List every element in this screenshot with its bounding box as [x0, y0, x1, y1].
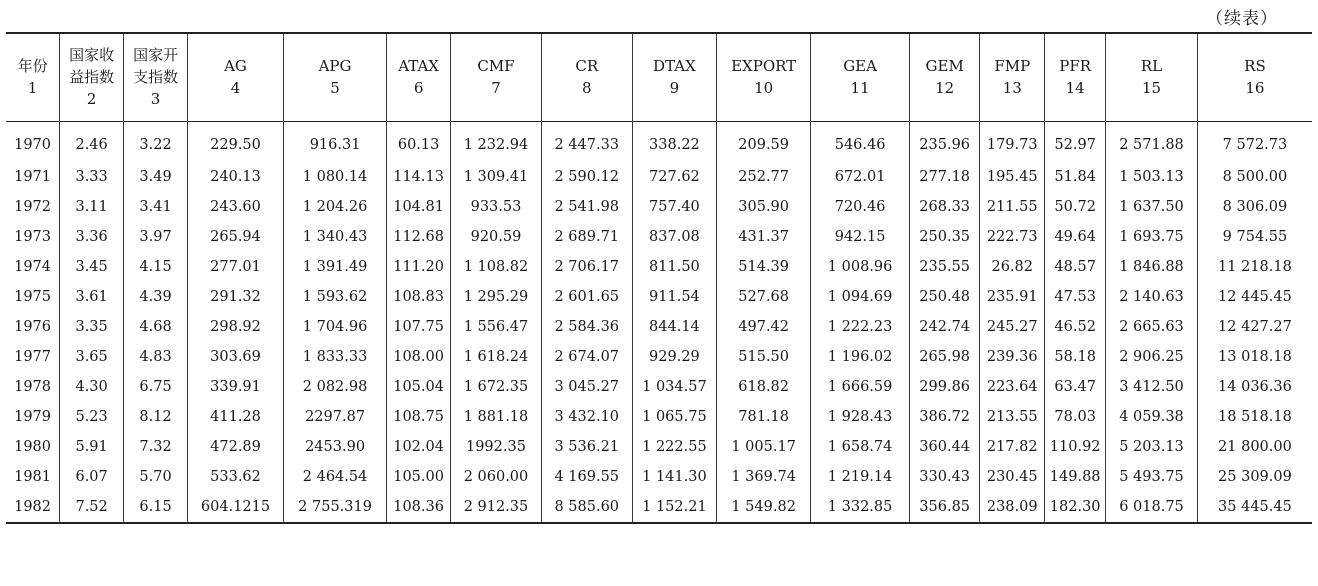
value-cell: 63.47 [1045, 372, 1106, 402]
value-cell: 230.45 [980, 462, 1045, 492]
table-row [6, 432, 1312, 462]
value-cell: 211.55 [980, 192, 1045, 222]
value-cell: 929.29 [632, 342, 717, 372]
column-header-line: 13 [1002, 79, 1022, 98]
value-cell: 356.85 [910, 492, 980, 523]
value-cell: 13 018.18 [1197, 342, 1312, 372]
value-cell: 1 704.96 [283, 312, 386, 342]
value-cell: 1 618.24 [451, 342, 542, 372]
value-cell: 235.96 [910, 121, 980, 162]
value-cell: 58.18 [1045, 342, 1106, 372]
column-header-line: 9 [669, 79, 680, 98]
value-cell: 1 593.62 [283, 282, 386, 312]
value-cell: 3.11 [60, 192, 124, 222]
column-header-line: 益指数 [69, 68, 115, 87]
year-cell: 1979 [14, 408, 52, 425]
column-header-line: FMP [994, 57, 1031, 76]
value-cell: 1 309.41 [451, 162, 542, 192]
table-body [6, 121, 1312, 523]
value-cell: 7.32 [124, 432, 188, 462]
value-cell: 2 590.12 [541, 162, 632, 192]
value-cell: 5 493.75 [1106, 462, 1198, 492]
column-header-line: 2 [86, 90, 97, 109]
value-cell: 217.82 [980, 432, 1045, 462]
value-cell: 2 140.63 [1106, 282, 1198, 312]
value-cell: 2 706.17 [541, 252, 632, 282]
value-cell: 268.33 [910, 192, 980, 222]
value-cell: 3.22 [124, 121, 188, 162]
column-header-line: 支指数 [133, 68, 179, 87]
column-header-line: DTAX [653, 57, 696, 76]
value-cell: 6 018.75 [1106, 492, 1198, 523]
value-cell: 2 060.00 [451, 462, 542, 492]
value-cell: 46.52 [1045, 312, 1106, 342]
value-cell: 11 218.18 [1197, 252, 1312, 282]
value-cell: 8.12 [124, 402, 188, 432]
column-header [717, 33, 811, 121]
value-cell: 837.08 [632, 222, 717, 252]
value-cell: 1 549.82 [717, 492, 811, 523]
value-cell: 2 447.33 [541, 121, 632, 162]
value-cell: 250.48 [910, 282, 980, 312]
column-header-line: 11 [850, 79, 870, 98]
value-cell: 920.59 [451, 222, 542, 252]
value-cell: 111.20 [387, 252, 451, 282]
column-header-line: ATAX [398, 57, 439, 76]
value-cell: 112.68 [387, 222, 451, 252]
value-cell: 1 846.88 [1106, 252, 1198, 282]
column-header [1106, 33, 1198, 121]
value-cell: 4 059.38 [1106, 402, 1198, 432]
year-cell: 1973 [14, 228, 52, 245]
value-cell: 277.01 [188, 252, 284, 282]
value-cell: 497.42 [717, 312, 811, 342]
value-cell: 1 503.13 [1106, 162, 1198, 192]
value-cell: 6.75 [124, 372, 188, 402]
year-cell: 1974 [14, 258, 52, 275]
column-header-line: AG [224, 57, 247, 76]
value-cell: 942.15 [811, 222, 910, 252]
column-header-line: APG [318, 57, 352, 76]
table-row [6, 492, 1312, 523]
column-header-line: GEA [843, 57, 877, 76]
value-cell: 916.31 [283, 121, 386, 162]
value-cell: 727.62 [632, 162, 717, 192]
value-cell: 242.74 [910, 312, 980, 342]
year-cell: 1972 [14, 198, 52, 215]
value-cell: 3.61 [60, 282, 124, 312]
value-cell: 12 445.45 [1197, 282, 1312, 312]
value-cell: 1 094.69 [811, 282, 910, 312]
year-cell: 1982 [14, 498, 52, 515]
value-cell: 108.83 [387, 282, 451, 312]
value-cell: 2 571.88 [1106, 121, 1198, 162]
value-cell: 235.55 [910, 252, 980, 282]
value-cell: 2 541.98 [541, 192, 632, 222]
value-cell: 5 203.13 [1106, 432, 1198, 462]
column-header-line: 4 [230, 79, 241, 98]
column-header-line: 国家开 [133, 46, 179, 65]
table-row [6, 192, 1312, 222]
value-cell: 1 005.17 [717, 432, 811, 462]
value-cell: 195.45 [980, 162, 1045, 192]
value-cell: 1 332.85 [811, 492, 910, 523]
value-cell: 2 601.65 [541, 282, 632, 312]
value-cell: 411.28 [188, 402, 284, 432]
value-cell: 1 034.57 [632, 372, 717, 402]
data-table [6, 32, 1312, 524]
value-cell: 2297.87 [283, 402, 386, 432]
value-cell: 844.14 [632, 312, 717, 342]
year-cell: 1970 [14, 136, 52, 153]
value-cell: 2 689.71 [541, 222, 632, 252]
value-cell: 303.69 [188, 342, 284, 372]
value-cell: 102.04 [387, 432, 451, 462]
value-cell: 229.50 [188, 121, 284, 162]
value-cell: 1 693.75 [1106, 222, 1198, 252]
value-cell: 2 912.35 [451, 492, 542, 523]
value-cell: 18 518.18 [1197, 402, 1312, 432]
value-cell: 1 141.30 [632, 462, 717, 492]
value-cell: 472.89 [188, 432, 284, 462]
value-cell: 4.68 [124, 312, 188, 342]
value-cell: 1 196.02 [811, 342, 910, 372]
value-cell: 720.46 [811, 192, 910, 222]
value-cell: 3 412.50 [1106, 372, 1198, 402]
value-cell: 7 572.73 [1197, 121, 1312, 162]
value-cell: 299.86 [910, 372, 980, 402]
value-cell: 1 833.33 [283, 342, 386, 372]
value-cell: 672.01 [811, 162, 910, 192]
value-cell: 1992.35 [451, 432, 542, 462]
table-row [6, 312, 1312, 342]
value-cell: 3.97 [124, 222, 188, 252]
value-cell: 339.91 [188, 372, 284, 402]
table-row [6, 162, 1312, 192]
value-cell: 149.88 [1045, 462, 1106, 492]
column-header-line: 7 [491, 79, 501, 98]
value-cell: 811.50 [632, 252, 717, 282]
value-cell: 250.35 [910, 222, 980, 252]
column-header-line: EXPORT [731, 57, 797, 76]
value-cell: 1 556.47 [451, 312, 542, 342]
value-cell: 3.36 [60, 222, 124, 252]
column-header-line: RS [1244, 57, 1266, 76]
table-row [6, 402, 1312, 432]
year-cell: 1981 [14, 468, 52, 485]
value-cell: 2 674.07 [541, 342, 632, 372]
value-cell: 514.39 [717, 252, 811, 282]
value-cell: 8 500.00 [1197, 162, 1312, 192]
value-cell: 1 666.59 [811, 372, 910, 402]
value-cell: 2.46 [60, 121, 124, 162]
column-header [1197, 33, 1312, 121]
column-header-line: 15 [1141, 79, 1162, 98]
year-cell: 1977 [14, 348, 52, 365]
value-cell: 5.70 [124, 462, 188, 492]
column-header-line: 12 [935, 79, 955, 98]
value-cell: 8 585.60 [541, 492, 632, 523]
column-header-line: RL [1140, 57, 1163, 76]
value-cell: 4.39 [124, 282, 188, 312]
value-cell: 245.27 [980, 312, 1045, 342]
value-cell: 3.41 [124, 192, 188, 222]
value-cell: 78.03 [1045, 402, 1106, 432]
value-cell: 49.64 [1045, 222, 1106, 252]
value-cell: 277.18 [910, 162, 980, 192]
year-cell: 1978 [14, 378, 52, 395]
value-cell: 222.73 [980, 222, 1045, 252]
column-header [980, 33, 1045, 121]
value-cell: 8 306.09 [1197, 192, 1312, 222]
value-cell: 110.92 [1045, 432, 1106, 462]
value-cell: 209.59 [717, 121, 811, 162]
column-header-line: 6 [413, 79, 424, 98]
table-row [6, 282, 1312, 312]
value-cell: 50.72 [1045, 192, 1106, 222]
value-cell: 2 464.54 [283, 462, 386, 492]
value-cell: 1 152.21 [632, 492, 717, 523]
value-cell: 252.77 [717, 162, 811, 192]
value-cell: 25 309.09 [1197, 462, 1312, 492]
column-header [811, 33, 910, 121]
value-cell: 243.60 [188, 192, 284, 222]
value-cell: 305.90 [717, 192, 811, 222]
value-cell: 60.13 [387, 121, 451, 162]
value-cell: 1 928.43 [811, 402, 910, 432]
value-cell: 1 222.55 [632, 432, 717, 462]
value-cell: 3 432.10 [541, 402, 632, 432]
value-cell: 14 036.36 [1197, 372, 1312, 402]
column-header-line: 10 [754, 79, 774, 98]
column-header-line: 16 [1245, 79, 1265, 98]
value-cell: 515.50 [717, 342, 811, 372]
value-cell: 7.52 [60, 492, 124, 523]
table-row [6, 252, 1312, 282]
value-cell: 546.46 [811, 121, 910, 162]
value-cell: 757.40 [632, 192, 717, 222]
value-cell: 35 445.45 [1197, 492, 1312, 523]
value-cell: 4 169.55 [541, 462, 632, 492]
value-cell: 1 219.14 [811, 462, 910, 492]
value-cell: 330.43 [910, 462, 980, 492]
column-header [188, 33, 284, 121]
column-header-line: CR [575, 57, 599, 76]
column-header-line: GEM [925, 57, 964, 76]
column-header [124, 33, 188, 121]
value-cell: 239.36 [980, 342, 1045, 372]
value-cell: 2 665.63 [1106, 312, 1198, 342]
value-cell: 618.82 [717, 372, 811, 402]
value-cell: 182.30 [1045, 492, 1106, 523]
value-cell: 3.49 [124, 162, 188, 192]
value-cell: 108.75 [387, 402, 451, 432]
value-cell: 1 065.75 [632, 402, 717, 432]
header-row [6, 33, 1312, 121]
column-header [60, 33, 124, 121]
value-cell: 1 232.94 [451, 121, 542, 162]
value-cell: 1 295.29 [451, 282, 542, 312]
table-row [6, 372, 1312, 402]
value-cell: 1 881.18 [451, 402, 542, 432]
value-cell: 1 080.14 [283, 162, 386, 192]
value-cell: 6.15 [124, 492, 188, 523]
value-cell: 386.72 [910, 402, 980, 432]
value-cell: 3.35 [60, 312, 124, 342]
value-cell: 114.13 [387, 162, 451, 192]
value-cell: 1 672.35 [451, 372, 542, 402]
value-cell: 179.73 [980, 121, 1045, 162]
value-cell: 604.1215 [188, 492, 284, 523]
column-header-line: 国家收 [69, 46, 115, 65]
value-cell: 3.33 [60, 162, 124, 192]
value-cell: 338.22 [632, 121, 717, 162]
value-cell: 1 369.74 [717, 462, 811, 492]
value-cell: 105.04 [387, 372, 451, 402]
value-cell: 21 800.00 [1197, 432, 1312, 462]
column-header [387, 33, 451, 121]
value-cell: 933.53 [451, 192, 542, 222]
table-row [6, 462, 1312, 492]
value-cell: 1 658.74 [811, 432, 910, 462]
table-row [6, 342, 1312, 372]
value-cell: 240.13 [188, 162, 284, 192]
column-header [910, 33, 980, 121]
column-header [1045, 33, 1106, 121]
column-header-line: 5 [330, 79, 340, 98]
column-header [283, 33, 386, 121]
column-header [6, 33, 60, 121]
value-cell: 1 108.82 [451, 252, 542, 282]
column-header-line: CMF [477, 57, 515, 76]
value-cell: 213.55 [980, 402, 1045, 432]
year-cell: 1971 [14, 168, 52, 185]
column-header [541, 33, 632, 121]
column-header-line: 1 [27, 79, 38, 98]
column-header-line: 年份 [17, 57, 48, 76]
value-cell: 2 755.319 [283, 492, 386, 523]
value-cell: 527.68 [717, 282, 811, 312]
value-cell: 1 391.49 [283, 252, 386, 282]
value-cell: 223.64 [980, 372, 1045, 402]
column-header-line: 14 [1065, 79, 1085, 98]
value-cell: 235.91 [980, 282, 1045, 312]
value-cell: 265.94 [188, 222, 284, 252]
value-cell: 238.09 [980, 492, 1045, 523]
year-cell: 1975 [14, 288, 52, 305]
value-cell: 2 584.36 [541, 312, 632, 342]
value-cell: 360.44 [910, 432, 980, 462]
value-cell: 26.82 [980, 252, 1045, 282]
table-row [6, 121, 1312, 162]
value-cell: 104.81 [387, 192, 451, 222]
value-cell: 52.97 [1045, 121, 1106, 162]
value-cell: 107.75 [387, 312, 451, 342]
year-cell: 1976 [14, 318, 52, 335]
value-cell: 2 082.98 [283, 372, 386, 402]
value-cell: 3.65 [60, 342, 124, 372]
value-cell: 4.83 [124, 342, 188, 372]
value-cell: 108.00 [387, 342, 451, 372]
value-cell: 265.98 [910, 342, 980, 372]
column-header [632, 33, 717, 121]
value-cell: 1 340.43 [283, 222, 386, 252]
value-cell: 911.54 [632, 282, 717, 312]
value-cell: 1 008.96 [811, 252, 910, 282]
table-row [6, 222, 1312, 252]
column-header-line: PFR [1059, 57, 1092, 76]
value-cell: 781.18 [717, 402, 811, 432]
value-cell: 4.30 [60, 372, 124, 402]
value-cell: 1 204.26 [283, 192, 386, 222]
value-cell: 108.36 [387, 492, 451, 523]
continued-table-note: （续表） [1206, 9, 1278, 29]
value-cell: 51.84 [1045, 162, 1106, 192]
value-cell: 533.62 [188, 462, 284, 492]
value-cell: 2 906.25 [1106, 342, 1198, 372]
value-cell: 6.07 [60, 462, 124, 492]
value-cell: 298.92 [188, 312, 284, 342]
column-header [451, 33, 542, 121]
year-cell: 1980 [14, 438, 52, 455]
value-cell: 9 754.55 [1197, 222, 1312, 252]
value-cell: 5.23 [60, 402, 124, 432]
column-header-line: 3 [150, 90, 161, 109]
value-cell: 431.37 [717, 222, 811, 252]
value-cell: 3 045.27 [541, 372, 632, 402]
value-cell: 47.53 [1045, 282, 1106, 312]
value-cell: 291.32 [188, 282, 284, 312]
table-header [6, 33, 1312, 121]
value-cell: 2453.90 [283, 432, 386, 462]
value-cell: 3 536.21 [541, 432, 632, 462]
value-cell: 1 637.50 [1106, 192, 1198, 222]
column-header-line: 8 [581, 79, 592, 98]
value-cell: 105.00 [387, 462, 451, 492]
value-cell: 5.91 [60, 432, 124, 462]
value-cell: 4.15 [124, 252, 188, 282]
value-cell: 1 222.23 [811, 312, 910, 342]
value-cell: 3.45 [60, 252, 124, 282]
value-cell: 48.57 [1045, 252, 1106, 282]
value-cell: 12 427.27 [1197, 312, 1312, 342]
